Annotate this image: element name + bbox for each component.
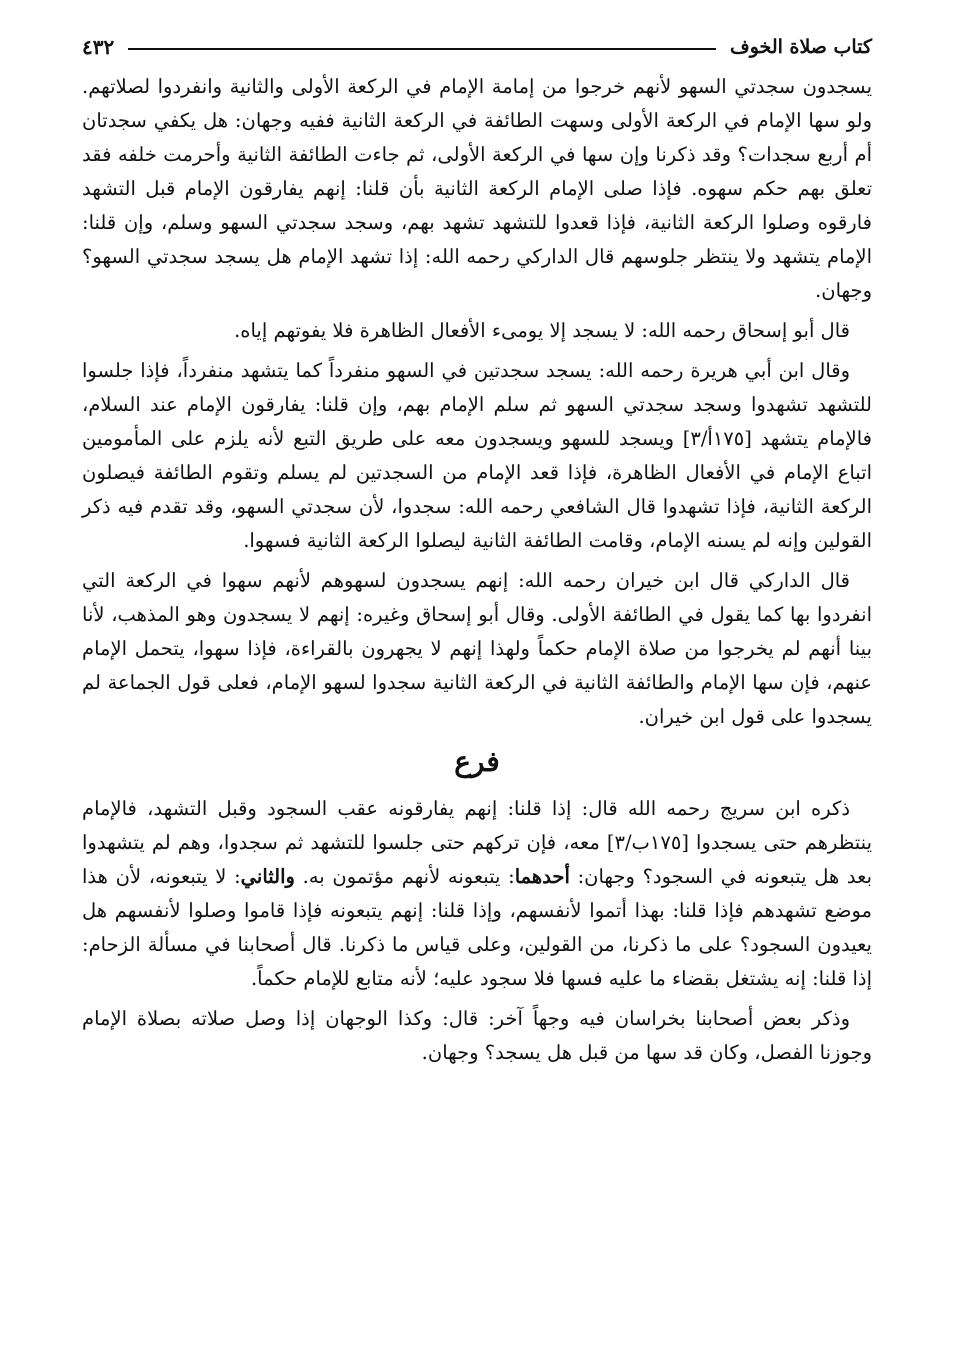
header-rule <box>128 48 716 50</box>
section-title: فرع <box>454 745 500 778</box>
text-run: : يتبعونه لأنهم مؤتمون به. <box>294 865 515 888</box>
bold-term-second: والثاني <box>240 865 295 888</box>
header-title: كتاب صلاة الخوف <box>730 36 872 58</box>
running-header <box>82 30 872 64</box>
page-number: ٤٣٢ <box>82 35 115 59</box>
page <box>82 30 872 1076</box>
paragraph-2: قال أبو إسحاق رحمه الله: لا يسجد إلا يومىء الأفعال الظاهرة فلا يفوتهم إياه. <box>234 319 850 342</box>
text-run: ذكره ابن سريج رحمه الله قال: إذا قلنا: إنهم يفارقونه عقب السجود وقبل التشهد، فالإمام ينتظرهم حتى يسجدوا [١٧٥ب/٣] معه، فإن تركهم حتى جلسوا للتشهد ثم سجدوا، وهم لم يتشهدوا بعد هل يتبعونه في السجود؟ وجهان: <box>82 797 873 888</box>
text-run: : لا يتبعونه، لأن هذا موضع تشهدهم فإذا قلنا: بهذا أتموا لأنفسهم، وإذا قلنا: إنهم يتبعونه فإذا قاموا وصلوا لأنفسهم هل يعيدون السجود؟ على ما ذكرنا، من القولين، وعلى قياس ما ذكرنا. قال أصحابنا في مسألة الزحام: إذا قلنا: إنه يشتغل بقضاء ما عليه فسها فلا سجود عليه؛ لأنه متابع للإمام حكماً. <box>82 865 872 990</box>
paragraph-3: وقال ابن أبي هريرة رحمه الله: يسجد سجدتين في السهو منفرداً كما يتشهد منفرداً، فإذا جلسوا للتشهد تشهدوا وسجد سجدتي السهو ثم سلم الإمام بهم، وإن قلنا: يفارقون الإمام عند السلام، فالإمام يتشهد [١٧٥أ/٣] ويسجد للسهو ويسجدون معه على طريق التبع لأنه يلزم على المأمومين اتباع الإمام في الأفعال الظاهرة، فإذا قعد الإمام من السجدتين لم يسلم وتقوم الطائفة فيصلون الركعة الثانية، فإذا تشهدوا قال الشافعي رحمه الله: سجدوا، لأن سجدتي السهو، وقد تقدم فيه ذكر القولين وإنه لم يسنه الإمام، وقامت الطائفة الثانية ليصلوا الركعة الثانية فسهوا. <box>82 359 873 552</box>
section-paragraph-2: وذكر بعض أصحابنا بخراسان فيه وجهاً آخر: قال: وكذا الوجهان إذا وصل صلاته بصلاة الإمام وجوزنا الفصل، وكان قد سها من قبل هل يسجد؟ وجهان. <box>82 1007 872 1064</box>
paragraph-1: يسجدون سجدتي السهو لأنهم خرجوا من إمامة الإمام في الركعة الأولى والثانية وانفردوا لصلاتهم. ولو سها الإمام في الركعة الأولى وسهت الطائفة في الركعة الثانية ففيه وجهان: هل يكفي سجدتان أم أربع سجدات؟ وقد ذكرنا وإن سها في الركعة الأولى، ثم جاءت الطائفة الثانية وأحرمت خلفه فقد تعلق بهم حكم سهوه. فإذا صلى الإمام الركعة الثانية بأن قلنا: إنهم يفارقون الإمام قبل التشهد فارقوه وصلوا الركعة الثانية، فإذا قعدوا للتشهد تشهد بهم، وسجد سجدتي السهو وسلم، وإن قلنا: الإمام يتشهد ولا ينتظر جلوسهم قال الداركي رحمه الله: إذا تشهد الإمام هل يسجد سجدتي السهو؟ وجهان. <box>82 75 872 302</box>
section-paragraph-1 <box>82 792 872 996</box>
paragraph-4: قال الداركي قال ابن خيران رحمه الله: إنهم يسجدون لسهوهم لأنهم سهوا في الركعة التي انفردوا بها كما يقول في الطائفة الأولى. وقال أبو إسحاق وغيره: إنهم لا يسجدون وهو المذهب، لأنا بينا أنهم لم يخرجوا من صلاة الإمام حكماً ولهذا إنهم لا يجهرون بالقراءة، فإذا سهوا، يتحمل الإمام عنهم، فإن سها الإمام والطائفة الثانية في الركعة الثانية سجدوا لسهو الإمام، فعلى قول الجماعة لم يسجدوا على قول ابن خيران. <box>82 569 872 728</box>
bold-term-first: أحدهما <box>514 865 570 888</box>
